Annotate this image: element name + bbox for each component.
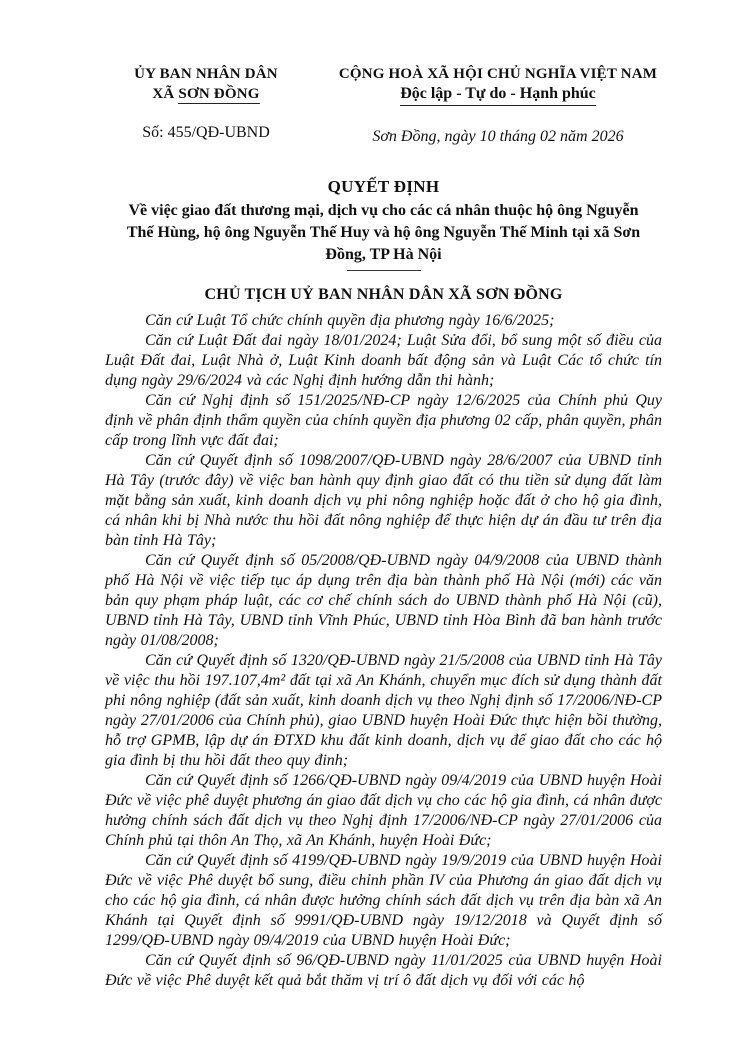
document-header [90, 64, 674, 147]
national-motto: Độc lập - Tự do - Hạnh phúc [400, 84, 596, 106]
legal-basis-paragraph: Căn cứ Quyết định số 96/QĐ-UBND ngày 11/01/2025 của UBND huyện Hoài Đức về việc Phê duyệt kết quả bắt thăm vị trí ô đất dịch vụ đối với các hộ [105, 952, 662, 989]
document-number: Số: 455/QĐ-UBND [142, 124, 270, 141]
place-date-line: Sơn Đồng, ngày 10 tháng 02 năm 2026 [372, 128, 624, 145]
commune-name: SƠN ĐỒNG [178, 86, 260, 102]
national-motto-wrap [322, 84, 674, 106]
document-title: QUYẾT ĐỊNH [327, 177, 440, 196]
title-divider [347, 270, 421, 271]
legal-basis-paragraph: Căn cứ Quyết định số 1266/QĐ-UBND ngày 09/4/2019 của UBND huyện Hoài Đức về việc phê duyệt phương án giao đất dịch vụ cho các hộ gia đình, cá nhân được hưởng chính sách đất dịch vụ theo Nghị định 17/2006/NĐ-CP ngày 27/01/2006 của Chính phủ tại thôn An Thọ, xã An Khánh, huyện Hoài Đức; [105, 772, 662, 849]
issuing-authority-block [90, 64, 322, 147]
issuing-authority-line1: ỦY BAN NHÂN DÂN [134, 66, 278, 82]
document-body [105, 311, 662, 991]
issuing-authority-line2 [90, 84, 322, 104]
title-block [105, 176, 662, 305]
document-subject-line: Về việc giao đất thương mại, dịch vụ cho các cá nhân thuộc hộ ông Nguyễn [128, 202, 639, 219]
legal-basis-paragraph: Căn cứ Luật Tổ chức chính quyền địa phương ngày 16/6/2025; [145, 312, 555, 329]
document-subject-line: Thế Hùng, hộ ông Nguyễn Thế Huy và hộ ông Nguyễn Thế Minh tại xã Sơn [126, 224, 641, 241]
national-title: CỘNG HOÀ XÃ HỘI CHỦ NGHĨA VIỆT NAM [338, 66, 658, 82]
legal-basis-paragraph: Căn cứ Quyết định số 1320/QĐ-UBND ngày 21/5/2008 của UBND tỉnh Hà Tây về việc thu hồi 197.107,4m² đất tại xã An Khánh, chuyển mục đích sử dụng thành đất phi nông nghiệp (đất sản xuất, kinh doanh dịch vụ theo Nghị định số 17/2006/NĐ-CP ngày 27/01/2006 của Chính phủ), giao UBND huyện Hoài Đức thực hiện bồi thường, hỗ trợ GPMB, lập dự án ĐTXD khu đất kinh doanh, dịch vụ để giao đất cho các hộ gia đình bị thu hồi đất theo quy đinh; [105, 652, 662, 769]
document-subject-line: Đồng, TP Hà Nội [325, 246, 442, 263]
legal-basis-paragraph: Căn cứ Quyết định số 4199/QĐ-UBND ngày 19/9/2019 của UBND huyện Hoài Đức về việc Phê duyệt bổ sung, điều chỉnh phần IV của Phương án giao đất dịch vụ cho các hộ gia đình, cá nhân được hưởng chính sách đất dịch vụ trên địa bàn xã An Khánh tại Quyết định số 9991/QĐ-UBND ngày 19/12/2018 và Quyết định số 1299/QĐ-UBND ngày 09/4/2019 của UBND huyện Hoài Đức; [105, 852, 662, 949]
legal-basis-paragraph: Căn cứ Quyết định số 1098/2007/QĐ-UBND ngày 28/6/2007 của UBND tỉnh Hà Tây (trước đây) về việc ban hành quy định giao đất có thu tiền sử dụng đất làm mặt bằng sản xuất, kinh doanh dịch vụ phi nông nghiệp hoặc đất ở cho hộ gia đình, cá nhân khi bị Nhà nước thu hồi đất nông nghiệp để thực hiện dự án đầu tư trên địa bàn tỉnh Hà Tây; [105, 452, 662, 549]
commune-prefix: XÃ [152, 86, 175, 102]
legal-basis-paragraph: Căn cứ Nghị định số 151/2025/NĐ-CP ngày 12/6/2025 của Chính phủ Quy định về phân định thẩm quyền của chính quyền địa phương 02 cấp, phân quyền, phân cấp trong lĩnh vực đất đai; [105, 392, 662, 449]
legal-basis-paragraph: Căn cứ Quyết định số 05/2008/QĐ-UBND ngày 04/9/2008 của UBND thành phố Hà Nội về việc tiếp tục áp dụng trên địa bàn thành phố Hà Nội (mới) các văn bản quy phạm pháp luật, các cơ chế chính sách do UBND thành phố Hà Nội (cũ), UBND tỉnh Hà Tây, UBND tỉnh Vĩnh Phúc, UBND tỉnh Hòa Bình đã ban hành trước ngày 01/08/2008; [105, 552, 662, 649]
issuer-line: CHỦ TỊCH UỶ BAN NHÂN DÂN XÃ SƠN ĐỒNG [204, 286, 563, 303]
legal-basis-paragraph: Căn cứ Luật Đất đai ngày 18/01/2024; Luật Sửa đổi, bổ sung một số điều của Luật Đất đai, Luật Nhà ở, Luật Kinh doanh bất động sản và Luật Các tổ chức tín dụng ngày 29/6/2024 và các Nghị định hướng dẫn thi hành; [105, 332, 662, 389]
national-header-block [322, 64, 674, 147]
document-subject [105, 200, 662, 266]
